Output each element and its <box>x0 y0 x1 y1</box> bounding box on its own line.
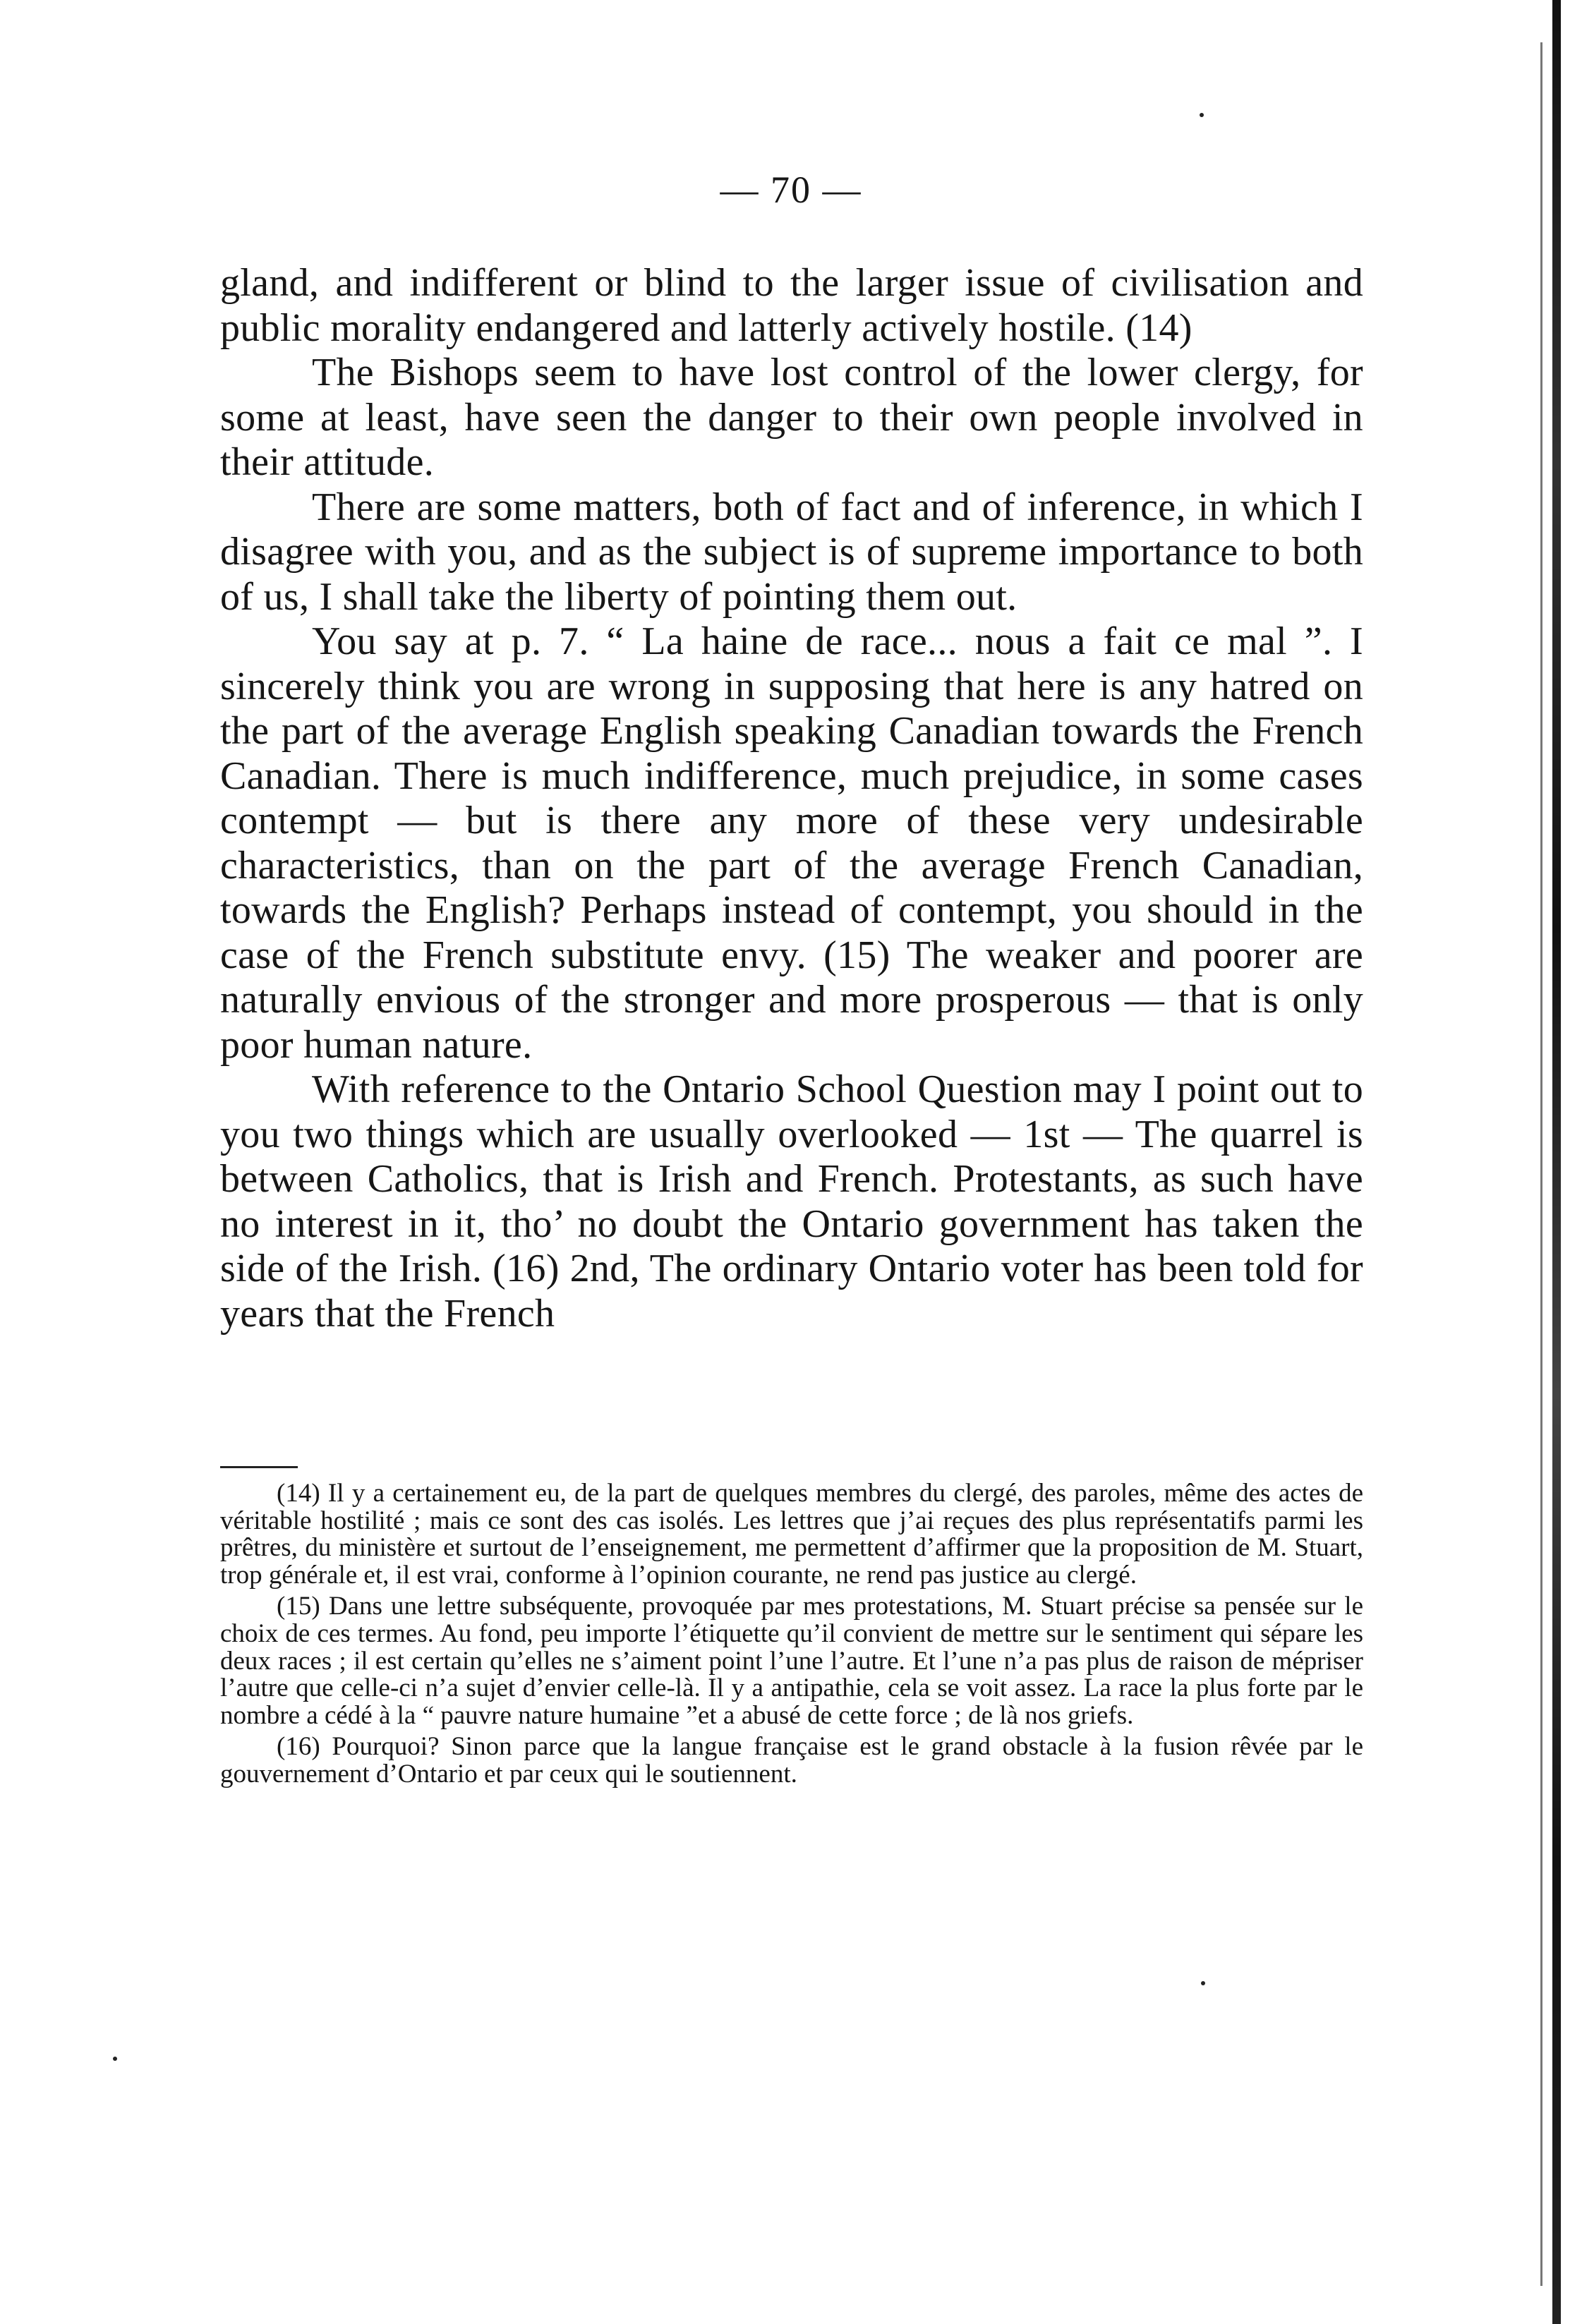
paragraph: With reference to the Ontario School Question may I point out to you two things which are usually overlooked — 1st — The quarrel is between Catholics, that is Irish and French. Protestants, as such have no interest in it, tho’ no doubt the Ontario government has taken the side of the Irish. (16) 2nd, The ordinary Ontario voter has been told for years that the French <box>220 1067 1363 1336</box>
paragraph: The Bishops seem to have lost control of the lower clergy, for some at least, have seen the danger to their own people involved in their attitude. <box>220 351 1363 484</box>
paragraph: You say at p. 7. “ La haine de race... nous a fait ce mal ”. I sincerely think you are wrong in supposing that here is any hatred on the part of the average English speaking Canadian towards the French Canadian. There is much indifference, much prejudice, in some cases contempt — but is there any more of these very undesirable characteristics, than on the part of the average French Canadian, towards the English? Perhaps instead of contempt, you should in the case of the French substitute envy. (15) The weaker and poorer are naturally envious of the stronger and more prosperous — that is only poor human nature. <box>220 619 1363 1067</box>
page-number: — 70 — <box>720 169 862 211</box>
footnote-divider <box>220 1466 298 1468</box>
scan-speck <box>1200 113 1204 117</box>
footnote-14: (14) Il y a certainement eu, de la part de quelques membres du clergé, des paroles, même des actes de véritable hostilité ; mais ce sont des cas isolés. Les lettres que j’ai reçues des plus représentatifs parmi les prêtres, du ministère et surtout de l’enseignement, me permettent d’affirmer que la proposition de M. Stuart, trop générale et, il est vrai, conforme à l’opinion courante, ne rend pas justice au clergé. <box>220 1479 1363 1590</box>
footnote-15: (15) Dans une lettre subséquente, provoquée par mes protestations, M. Stuart précise sa pensée sur le choix de ces termes. Au fond, peu importe l’étiquette qu’il convient de mettre sur le sentiment qui sépare les deux races ; il est certain qu’elles ne s’aiment point l’une l’autre. Et l’une n’a pas plus de raison de mépriser l’autre que celle-ci n’a sujet d’envier celle-là. Il y a antipathie, cela se voit assez. La race la plus forte par le nombre a cédé à la “ pauvre nature humaine ”et a abusé de cette force ; de là nos griefs. <box>220 1592 1363 1730</box>
paragraph: gland, and indifferent or blind to the larger issue of civilisation and public morality endangered and latterly actively hostile. (14) <box>220 261 1363 350</box>
footnote-16: (16) Pourquoi? Sinon parce que la langue française est le grand obstacle à la fusion rêvée par le gouvernement d’Ontario et par ceux qui le soutiennent. <box>220 1732 1363 1789</box>
paragraph: There are some matters, both of fact and of inference, in which I disagree with you, and as the subject is of supreme importance to both of us, I shall take the liberty of pointing them out. <box>220 485 1363 619</box>
scan-speck <box>1201 1981 1205 1985</box>
body-text <box>220 261 1363 1336</box>
scan-speck <box>113 2057 117 2061</box>
scan-edge-shadow <box>1552 0 1561 2324</box>
footnotes <box>220 1480 1363 1793</box>
scan-edge-line <box>1540 42 1542 2286</box>
